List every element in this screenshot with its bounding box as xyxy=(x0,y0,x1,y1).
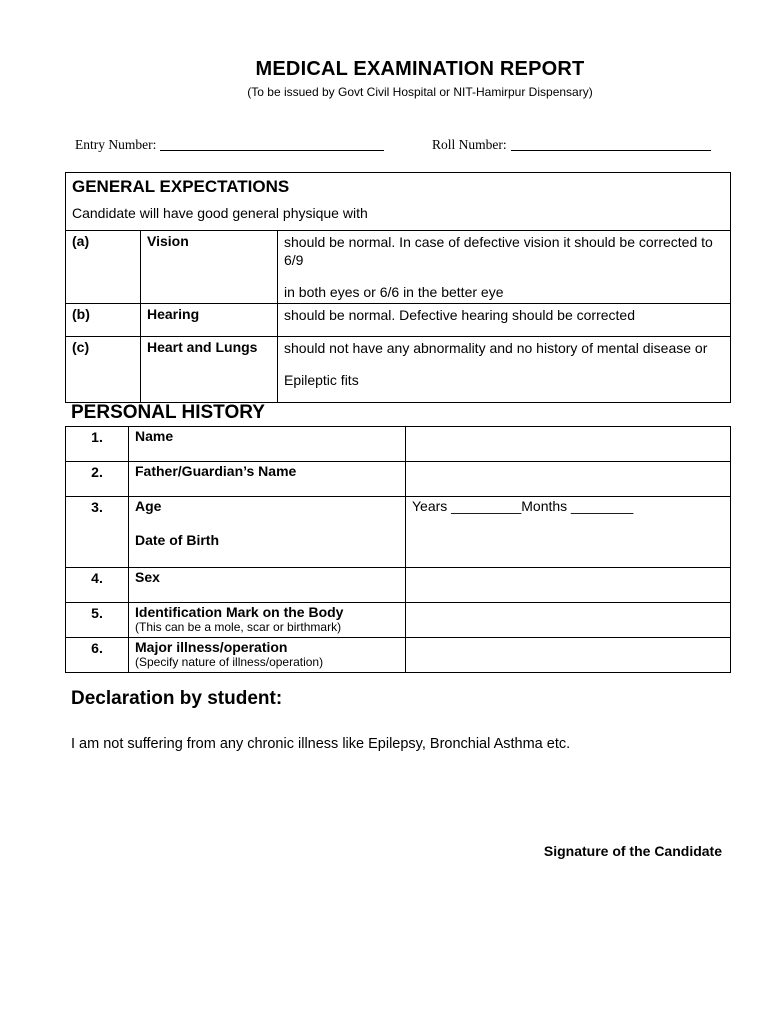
page-subtitle: (To be issued by Govt Civil Hospital or NIT-Hamirpur Dispensary) xyxy=(247,85,593,99)
row-field-label xyxy=(129,603,406,638)
row-field-label: Sex xyxy=(129,568,406,603)
row-label: Hearing xyxy=(141,304,278,337)
age-template-text: Years _________Months ________ xyxy=(412,498,634,514)
name-input[interactable] xyxy=(406,427,731,462)
general-expectations-table xyxy=(65,172,731,403)
dob-label: Date of Birth xyxy=(135,532,219,548)
table-row xyxy=(66,337,731,403)
row-description-line: should be normal. In case of defective vision it should be corrected to 6/9 xyxy=(284,234,713,268)
declaration-text: I am not suffering from any chronic illness like Epilepsy, Bronchial Asthma etc. xyxy=(71,736,571,752)
row-description xyxy=(278,231,731,304)
table-row xyxy=(66,603,731,638)
identification-mark-label: Identification Mark on the Body xyxy=(135,604,344,620)
table-row xyxy=(66,427,731,462)
roll-number-blank[interactable] xyxy=(511,138,711,151)
row-description xyxy=(278,337,731,403)
row-code: (b) xyxy=(66,304,141,337)
general-expectations-intro: Candidate will have good general physique with xyxy=(72,205,368,221)
row-code: (c) xyxy=(66,337,141,403)
table-row xyxy=(66,304,731,337)
age-label: Age xyxy=(135,498,162,514)
table-row xyxy=(66,497,731,568)
entry-number-blank[interactable] xyxy=(160,138,384,151)
identification-mark-input[interactable] xyxy=(406,603,731,638)
major-illness-label: Major illness/operation xyxy=(135,639,288,655)
table-row xyxy=(66,231,731,304)
row-number: 2. xyxy=(66,462,129,497)
sex-input[interactable] xyxy=(406,568,731,603)
row-number: 4. xyxy=(66,568,129,603)
row-description-line: should not have any abnormality and no history of mental disease or xyxy=(284,340,708,356)
age-input[interactable] xyxy=(406,497,731,568)
row-field-label: Father/Guardian’s Name xyxy=(129,462,406,497)
personal-history-heading: PERSONAL HISTORY xyxy=(71,402,265,423)
major-illness-note: (Specify nature of illness/operation) xyxy=(135,655,324,669)
row-number: 5. xyxy=(66,603,129,638)
row-description-line: Epileptic fits xyxy=(284,372,359,388)
table-row xyxy=(66,568,731,603)
row-description-line: should be normal. Defective hearing should be corrected xyxy=(284,307,635,323)
row-description xyxy=(278,304,731,337)
guardian-name-input[interactable] xyxy=(406,462,731,497)
page-title: MEDICAL EXAMINATION REPORT xyxy=(255,58,585,80)
general-expectations-heading: GENERAL EXPECTATIONS xyxy=(72,177,290,196)
entry-number-label: Entry Number: xyxy=(75,137,157,152)
entry-number-field[interactable] xyxy=(75,137,384,153)
roll-number-label: Roll Number: xyxy=(432,137,507,152)
row-number: 3. xyxy=(66,497,129,568)
row-field-label xyxy=(129,497,406,568)
identification-mark-note: (This can be a mole, scar or birthmark) xyxy=(135,620,342,634)
row-field-label: Name xyxy=(129,427,406,462)
declaration-heading: Declaration by student: xyxy=(71,688,283,709)
row-code: (a) xyxy=(66,231,141,304)
signature-label: Signature of the Candidate xyxy=(543,843,722,859)
row-number: 6. xyxy=(66,638,129,673)
table-row xyxy=(66,638,731,673)
personal-history-table xyxy=(65,426,731,673)
row-description-line: in both eyes or 6/6 in the better eye xyxy=(284,284,504,300)
row-number: 1. xyxy=(66,427,129,462)
row-field-label xyxy=(129,638,406,673)
row-label: Vision xyxy=(141,231,278,304)
major-illness-input[interactable] xyxy=(406,638,731,673)
row-label: Heart and Lungs xyxy=(141,337,278,403)
roll-number-field[interactable] xyxy=(432,137,711,153)
general-expectations-header xyxy=(66,173,731,231)
table-row xyxy=(66,462,731,497)
